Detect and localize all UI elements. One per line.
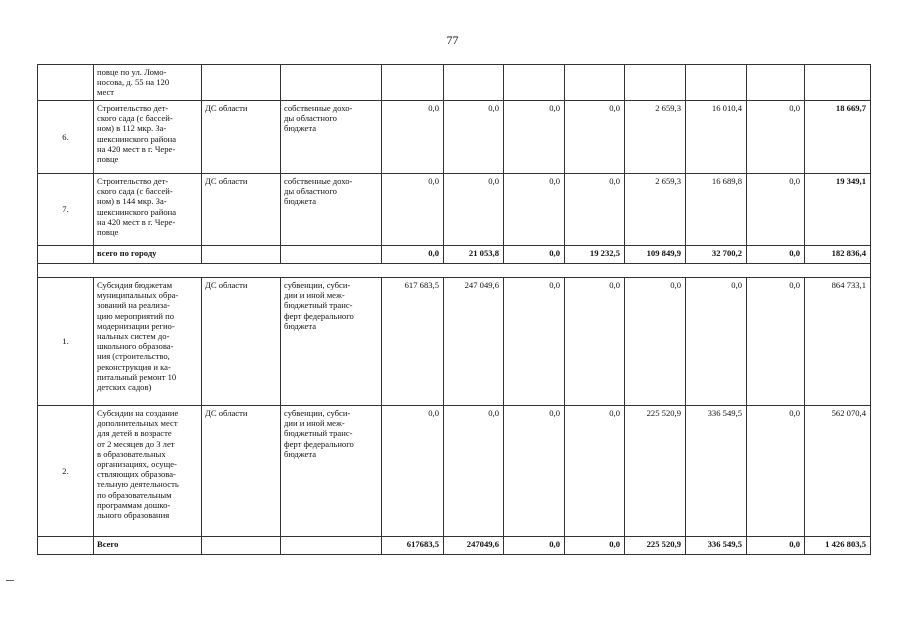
table-row-subsidy-1: [38, 278, 871, 406]
city-total-row: [38, 246, 871, 264]
value-cell: 247049,6: [444, 537, 504, 555]
row-number-cell: [38, 65, 94, 101]
executor-cell: ДС области: [202, 278, 281, 406]
total-cell: 19 349,1: [805, 174, 871, 246]
value-cell: 336 549,5: [686, 406, 747, 537]
value-cell: [382, 65, 444, 101]
total-cell: 182 836,4: [805, 246, 871, 264]
grand-total-row: [38, 537, 871, 555]
table-row-continued: [38, 65, 871, 101]
total-label: всего по городу: [94, 246, 202, 264]
row-number-cell: [38, 537, 94, 555]
executor-cell: ДС области: [202, 406, 281, 537]
description-cell: Субсидии на создание дополнительных мест для детей в возрасте от 2 месяцев до 3 лет в образовательных организациях, осуще- ствляющих образова- тельную деятельность по образовательным программам дошко- льного образования: [94, 406, 202, 537]
total-cell: 562 070,4: [805, 406, 871, 537]
value-cell: 0,0: [565, 101, 625, 174]
value-cell: 0,0: [444, 406, 504, 537]
value-cell: [504, 65, 565, 101]
value-cell: 0,0: [504, 278, 565, 406]
value-cell: 617683,5: [382, 537, 444, 555]
executor-cell: ДС области: [202, 174, 281, 246]
budget-table: [37, 64, 871, 555]
value-cell: 0,0: [747, 537, 805, 555]
value-cell: 0,0: [747, 406, 805, 537]
row-number-cell: 6.: [38, 101, 94, 174]
value-cell: 0,0: [382, 101, 444, 174]
value-cell: 32 700,2: [686, 246, 747, 264]
executor-cell: [202, 65, 281, 101]
funding-source-cell: [281, 65, 382, 101]
value-cell: 336 549,5: [686, 537, 747, 555]
value-cell: 0,0: [382, 174, 444, 246]
value-cell: 0,0: [747, 174, 805, 246]
value-cell: 0,0: [444, 174, 504, 246]
value-cell: 0,0: [504, 101, 565, 174]
description-cell: Субсидия бюджетам муниципальных обра- зований на реализа- цию мероприятий по модернизации регио- нальных систем до- школьного образова- ния (строительство, реконструкция и ка- питальный ремонт 10 детских садов): [94, 278, 202, 406]
table-row-6: [38, 101, 871, 174]
value-cell: [565, 65, 625, 101]
value-cell: 225 520,9: [625, 406, 686, 537]
total-cell: 1 426 803,5: [805, 537, 871, 555]
executor-cell: ДС области: [202, 101, 281, 174]
spacer-row: [38, 264, 871, 278]
margin-mark: [6, 580, 14, 581]
value-cell: 0,0: [565, 406, 625, 537]
total-cell: [805, 65, 871, 101]
value-cell: [444, 65, 504, 101]
value-cell: 2 659,3: [625, 174, 686, 246]
value-cell: 0,0: [625, 278, 686, 406]
value-cell: 0,0: [504, 174, 565, 246]
total-label: Всего: [94, 537, 202, 555]
description-cell: Строительство дет- ского сада (с бассей- ном) в 112 мкр. За- шекснинского района на 420 мест в г. Чере- повце: [94, 101, 202, 174]
row-number-cell: 2.: [38, 406, 94, 537]
value-cell: 0,0: [565, 537, 625, 555]
page-number: 77: [446, 33, 459, 47]
funding-source-cell: собственные дохо- ды областного бюджета: [281, 174, 382, 246]
value-cell: 617 683,5: [382, 278, 444, 406]
row-number-cell: 1.: [38, 278, 94, 406]
value-cell: 0,0: [504, 406, 565, 537]
executor-cell: [202, 537, 281, 555]
value-cell: [747, 65, 805, 101]
value-cell: 0,0: [504, 246, 565, 264]
funding-source-cell: [281, 537, 382, 555]
value-cell: 0,0: [504, 537, 565, 555]
funding-source-cell: субвенции, субси- дии и иной меж- бюджетный транс- ферт федерального бюджета: [281, 278, 382, 406]
value-cell: [625, 65, 686, 101]
value-cell: 21 053,8: [444, 246, 504, 264]
total-cell: 18 669,7: [805, 101, 871, 174]
value-cell: 225 520,9: [625, 537, 686, 555]
table-row-subsidy-2: [38, 406, 871, 537]
value-cell: 0,0: [444, 101, 504, 174]
value-cell: 0,0: [565, 174, 625, 246]
row-number-cell: [38, 246, 94, 264]
description-cell: повце по ул. Ломо- носова, д. 55 на 120 мест: [94, 65, 202, 101]
value-cell: 16 689,8: [686, 174, 747, 246]
value-cell: 0,0: [565, 278, 625, 406]
value-cell: 109 849,9: [625, 246, 686, 264]
value-cell: 0,0: [382, 406, 444, 537]
description-cell: Строительство дет- ского сада (с бассей- ном) в 144 мкр. За- шекснинского района на 420 мест в г. Чере- повце: [94, 174, 202, 246]
row-number-cell: 7.: [38, 174, 94, 246]
table-row-7: [38, 174, 871, 246]
value-cell: 19 232,5: [565, 246, 625, 264]
funding-source-cell: собственные дохо- ды областного бюджета: [281, 101, 382, 174]
value-cell: [686, 65, 747, 101]
value-cell: 16 010,4: [686, 101, 747, 174]
funding-source-cell: субвенции, субси- дии и иной меж- бюджетный транс- ферт федерального бюджета: [281, 406, 382, 537]
value-cell: 0,0: [747, 278, 805, 406]
value-cell: 0,0: [747, 101, 805, 174]
value-cell: 0,0: [747, 246, 805, 264]
value-cell: 247 049,6: [444, 278, 504, 406]
value-cell: 0,0: [686, 278, 747, 406]
total-cell: 864 733,1: [805, 278, 871, 406]
executor-cell: [202, 246, 281, 264]
funding-source-cell: [281, 246, 382, 264]
value-cell: 2 659,3: [625, 101, 686, 174]
value-cell: 0,0: [382, 246, 444, 264]
spacer-cell: [38, 264, 871, 278]
